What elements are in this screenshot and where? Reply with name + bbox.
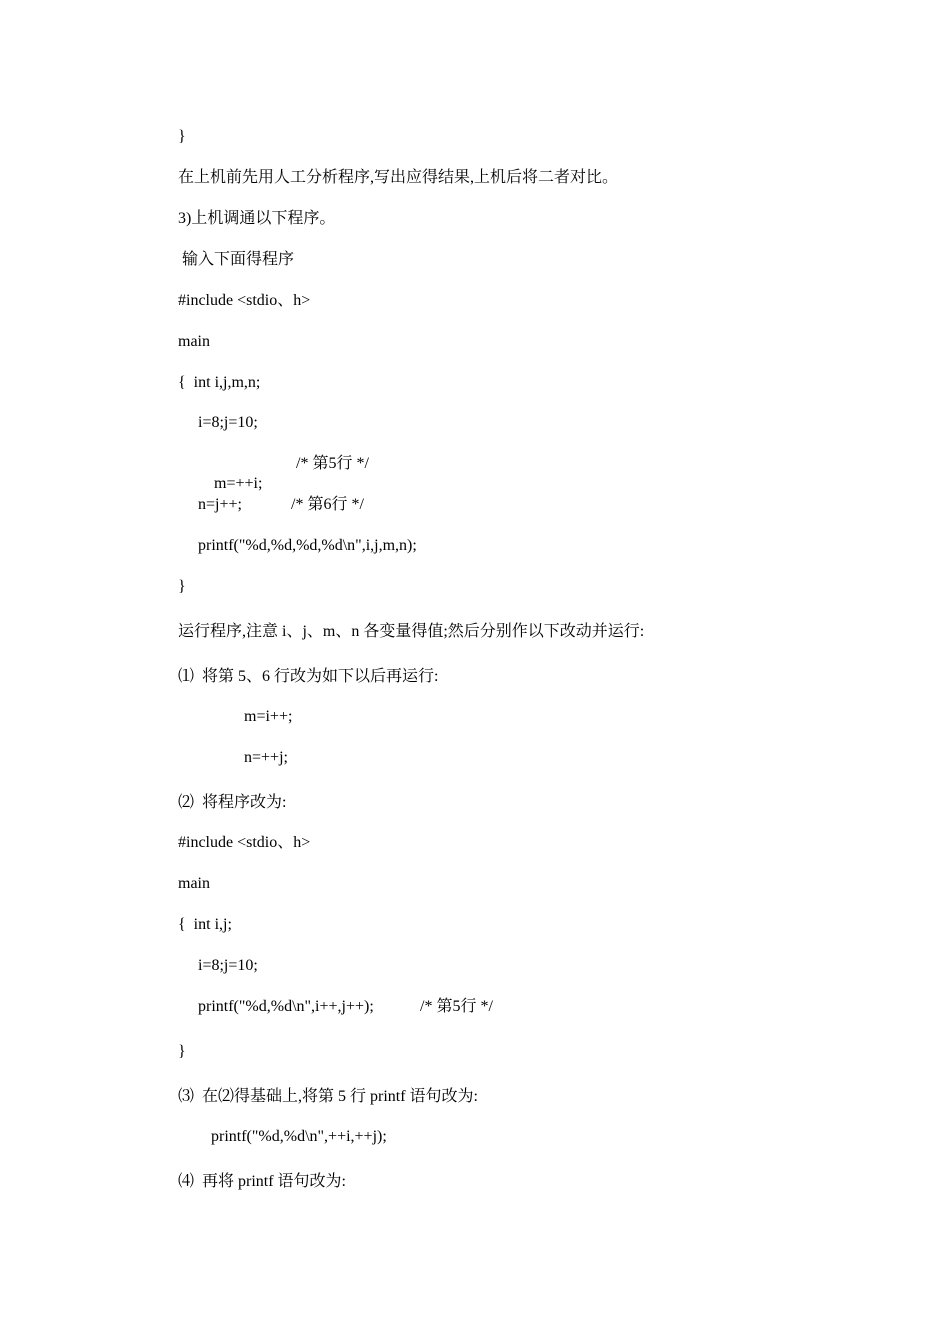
code-include: #include <stdio、h> (178, 292, 311, 309)
code-comment: /* 第5行 */ (296, 455, 369, 472)
closing-brace: } (178, 578, 186, 595)
instruction-text: 运行程序,注意 i、j、m、n 各变量得值;然后分别作以下改动并运行: (178, 623, 645, 640)
input-prompt-text: 输入下面得程序 (178, 251, 295, 268)
code-include: #include <stdio、h> (178, 834, 311, 851)
code-comment: /* 第5行 */ (420, 998, 493, 1015)
code-assignment: i=8;j=10; (198, 414, 258, 431)
code-assignment: i=8;j=10; (198, 957, 258, 974)
code-main: main (178, 333, 210, 350)
step-1-text: ⑴ 将第 5、6 行改为如下以后再运行: (178, 668, 439, 685)
code-statement: m=++i; (214, 475, 263, 492)
closing-brace: } (178, 1043, 186, 1060)
code-printf: printf("%d,%d,%d,%d\n",i,j,m,n); (198, 537, 417, 554)
code-modified-line-6: n=++j; (244, 749, 288, 766)
code-main: main (178, 875, 210, 892)
code-printf: printf("%d,%d\n",i++,j++); (198, 998, 374, 1015)
code-printf-modified: printf("%d,%d\n",++i,++j); (211, 1128, 387, 1145)
code-comment: /* 第6行 */ (291, 496, 364, 513)
step-4-text: ⑷ 再将 printf 语句改为: (178, 1173, 346, 1190)
code-modified-line-5: m=i++; (244, 708, 293, 725)
instruction-text: 在上机前先用人工分析程序,写出应得结果,上机后将二者对比。 (178, 169, 619, 186)
step-3-text: ⑶ 在⑵得基础上,将第 5 行 printf 语句改为: (178, 1088, 478, 1105)
step-2-text: ⑵ 将程序改为: (178, 794, 287, 811)
section-heading: 3)上机调通以下程序。 (178, 210, 336, 227)
code-declaration: { int i,j,m,n; (178, 374, 261, 391)
code-line-6: n=j++; (198, 496, 242, 513)
closing-brace: } (178, 128, 186, 145)
code-declaration: { int i,j; (178, 916, 232, 933)
